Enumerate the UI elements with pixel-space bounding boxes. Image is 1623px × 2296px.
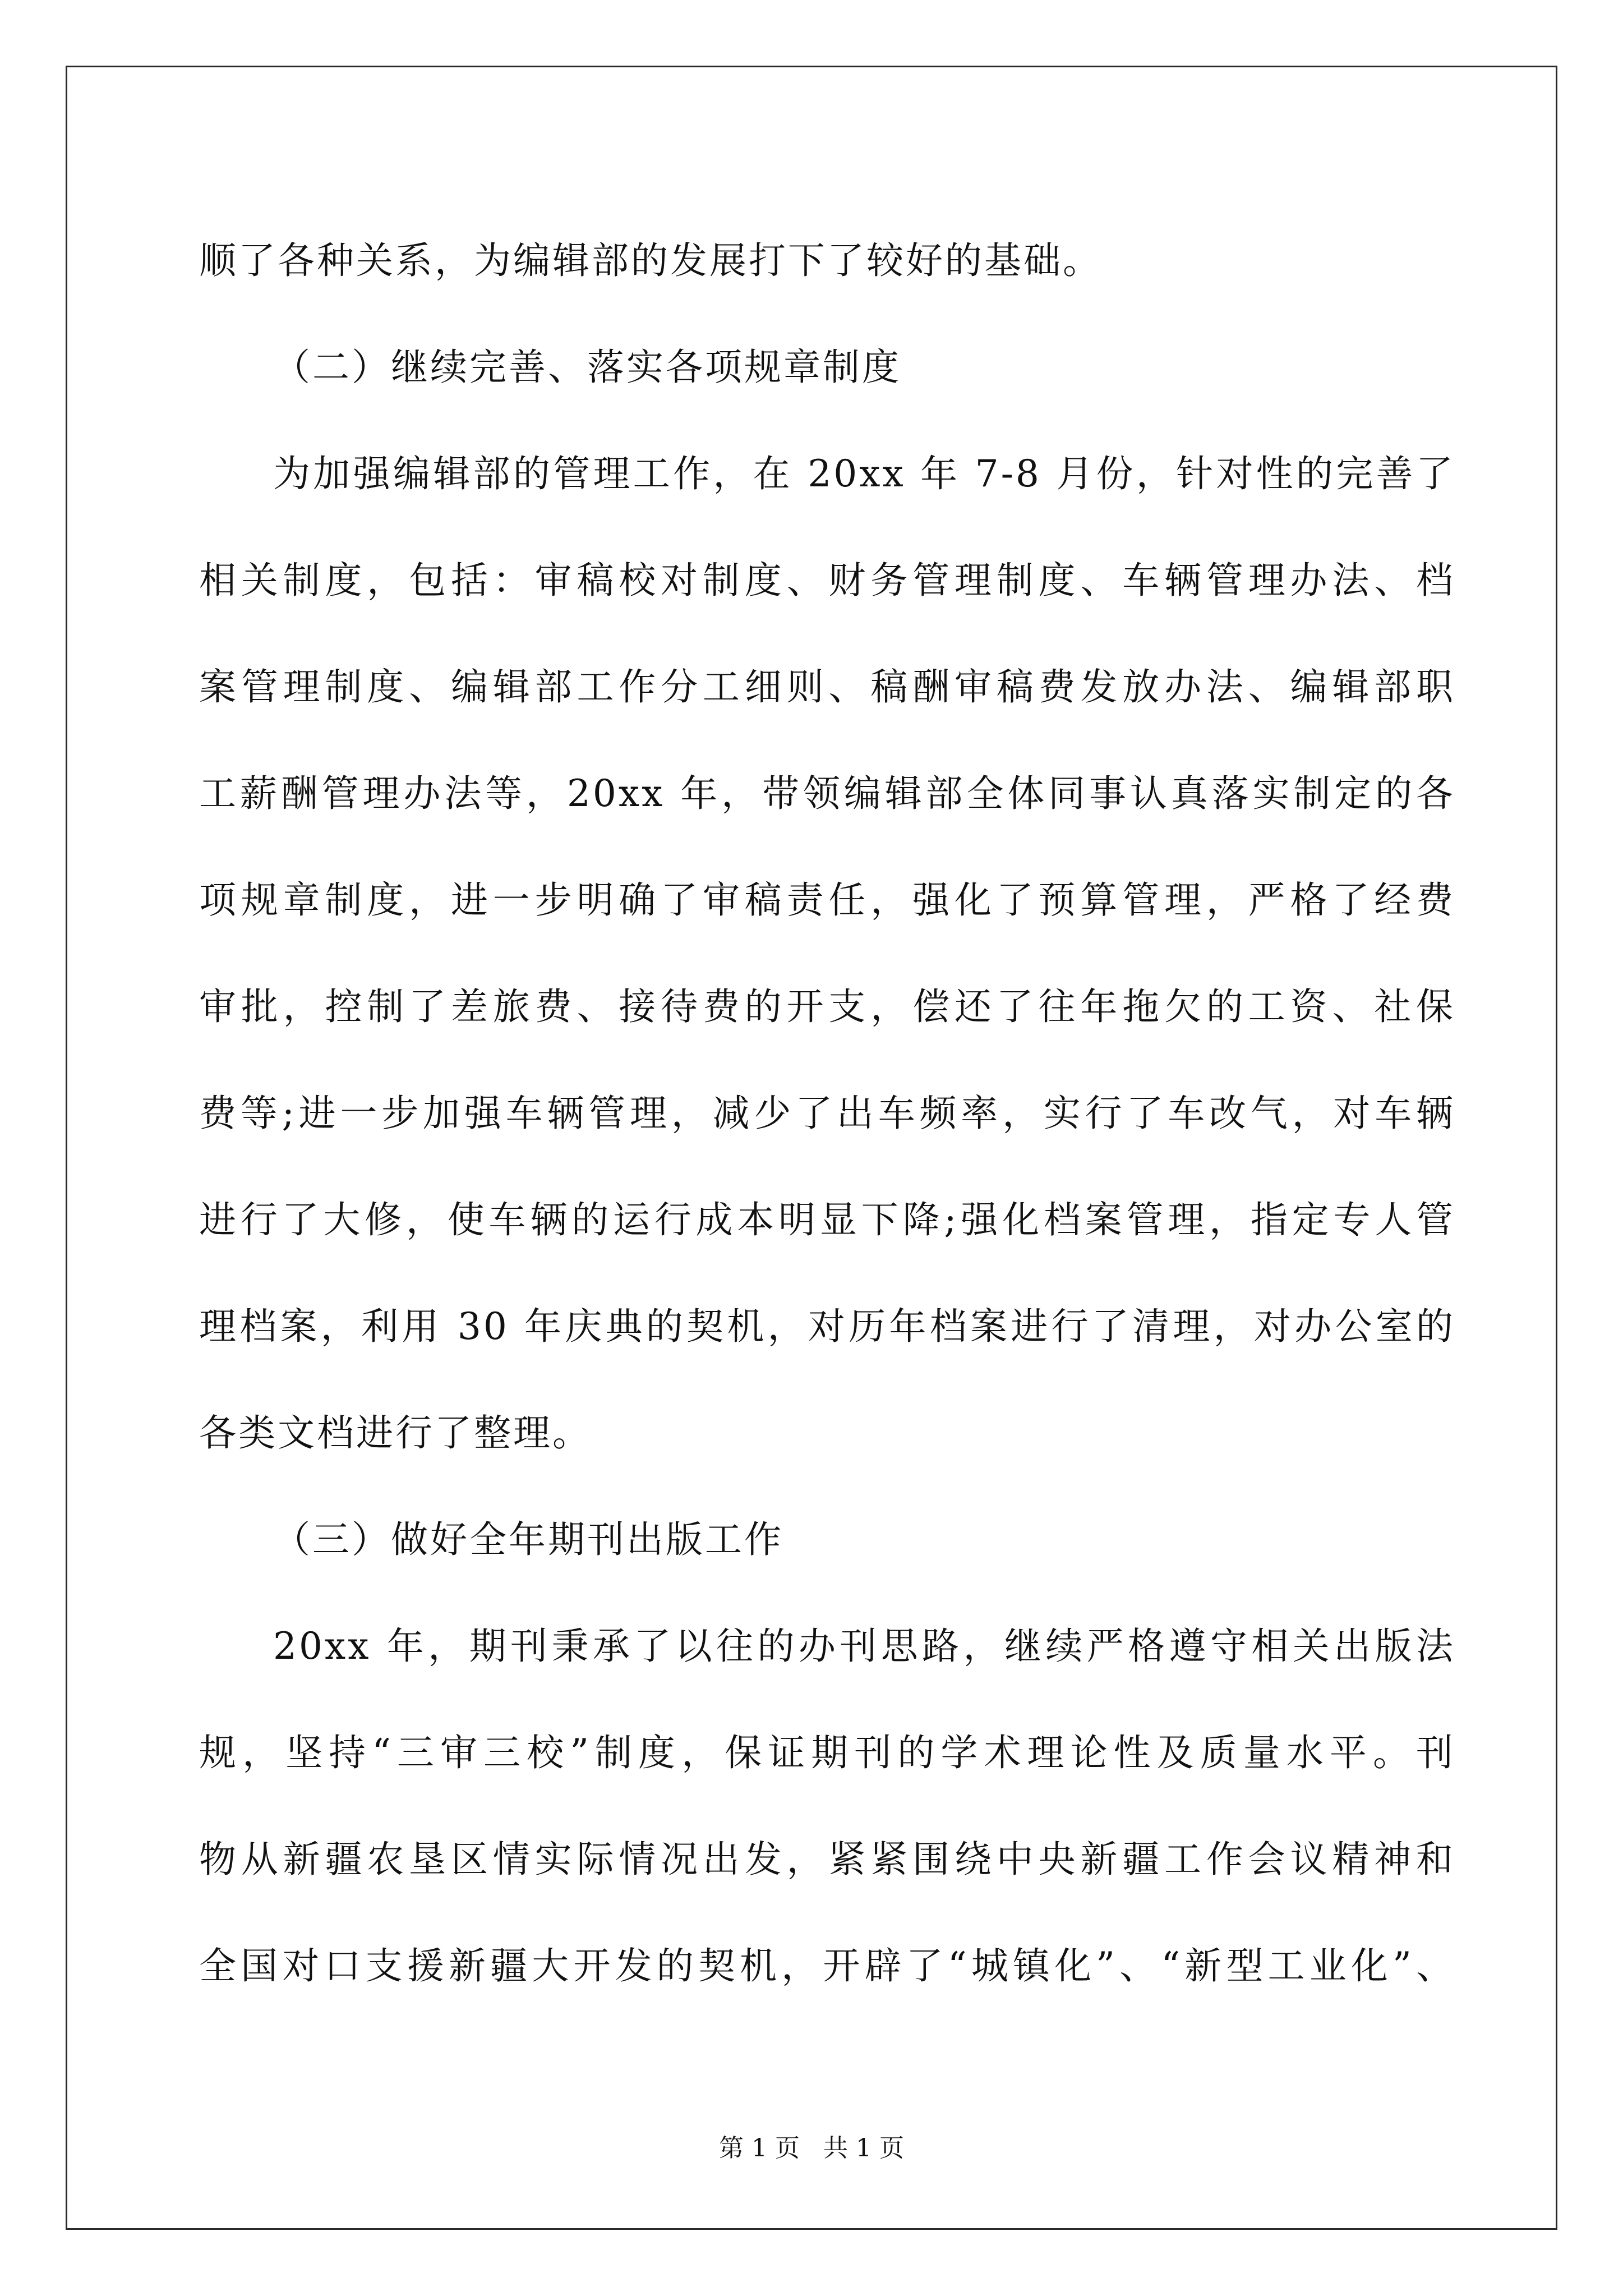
text-line-3: 为加强编辑部的管理工作，在 20xx 年 7-8 月份，针对性的完善了 bbox=[273, 452, 1455, 495]
text-line-17: 全国对口支援新疆大开发的契机，开辟了“城镇化”、“新型工业化”、 bbox=[199, 1944, 1455, 1987]
section-heading-2: （二）继续完善、落实各项规章制度 bbox=[273, 346, 901, 389]
text-line-8: 审批，控制了差旅费、接待费的开支，偿还了往年拖欠的工资、社保 bbox=[199, 985, 1455, 1028]
text-line-6: 工薪酬管理办法等，20xx 年，带领编辑部全体同事认真落实制定的各 bbox=[199, 772, 1455, 815]
section-heading-3: （三）做好全年期刊出版工作 bbox=[273, 1518, 783, 1561]
text-line-1: 顺了各种关系，为编辑部的发展打下了较好的基础。 bbox=[199, 239, 1102, 282]
document-body bbox=[199, 208, 1455, 2019]
text-line-5: 案管理制度、编辑部工作分工细则、稿酬审稿费发放办法、编辑部职 bbox=[199, 665, 1455, 708]
page-number-footer: 第 1 页 共 1 页 bbox=[719, 2134, 904, 2162]
text-line-10: 进行了大修，使车辆的运行成本明显下降;强化档案管理，指定专人管 bbox=[199, 1198, 1455, 1241]
text-line-9: 费等;进一步加强车辆管理，减少了出车频率，实行了车改气，对车辆 bbox=[199, 1092, 1455, 1135]
text-line-15: 规，坚持“三审三校”制度，保证期刊的学术理论性及质量水平。刊 bbox=[199, 1731, 1455, 1774]
text-line-7: 项规章制度，进一步明确了审稿责任，强化了预算管理，严格了经费 bbox=[199, 878, 1455, 922]
text-line-16: 物从新疆农垦区情实际情况出发，紧紧围绕中央新疆工作会议精神和 bbox=[199, 1838, 1455, 1881]
text-line-14: 20xx 年，期刊秉承了以往的办刊思路，继续严格遵守相关出版法 bbox=[273, 1625, 1455, 1668]
text-line-4: 相关制度，包括：审稿校对制度、财务管理制度、车辆管理办法、档 bbox=[199, 559, 1455, 602]
text-line-11: 理档案，利用 30 年庆典的契机，对历年档案进行了清理，对办公室的 bbox=[199, 1305, 1455, 1348]
text-line-12: 各类文档进行了整理。 bbox=[199, 1411, 592, 1455]
